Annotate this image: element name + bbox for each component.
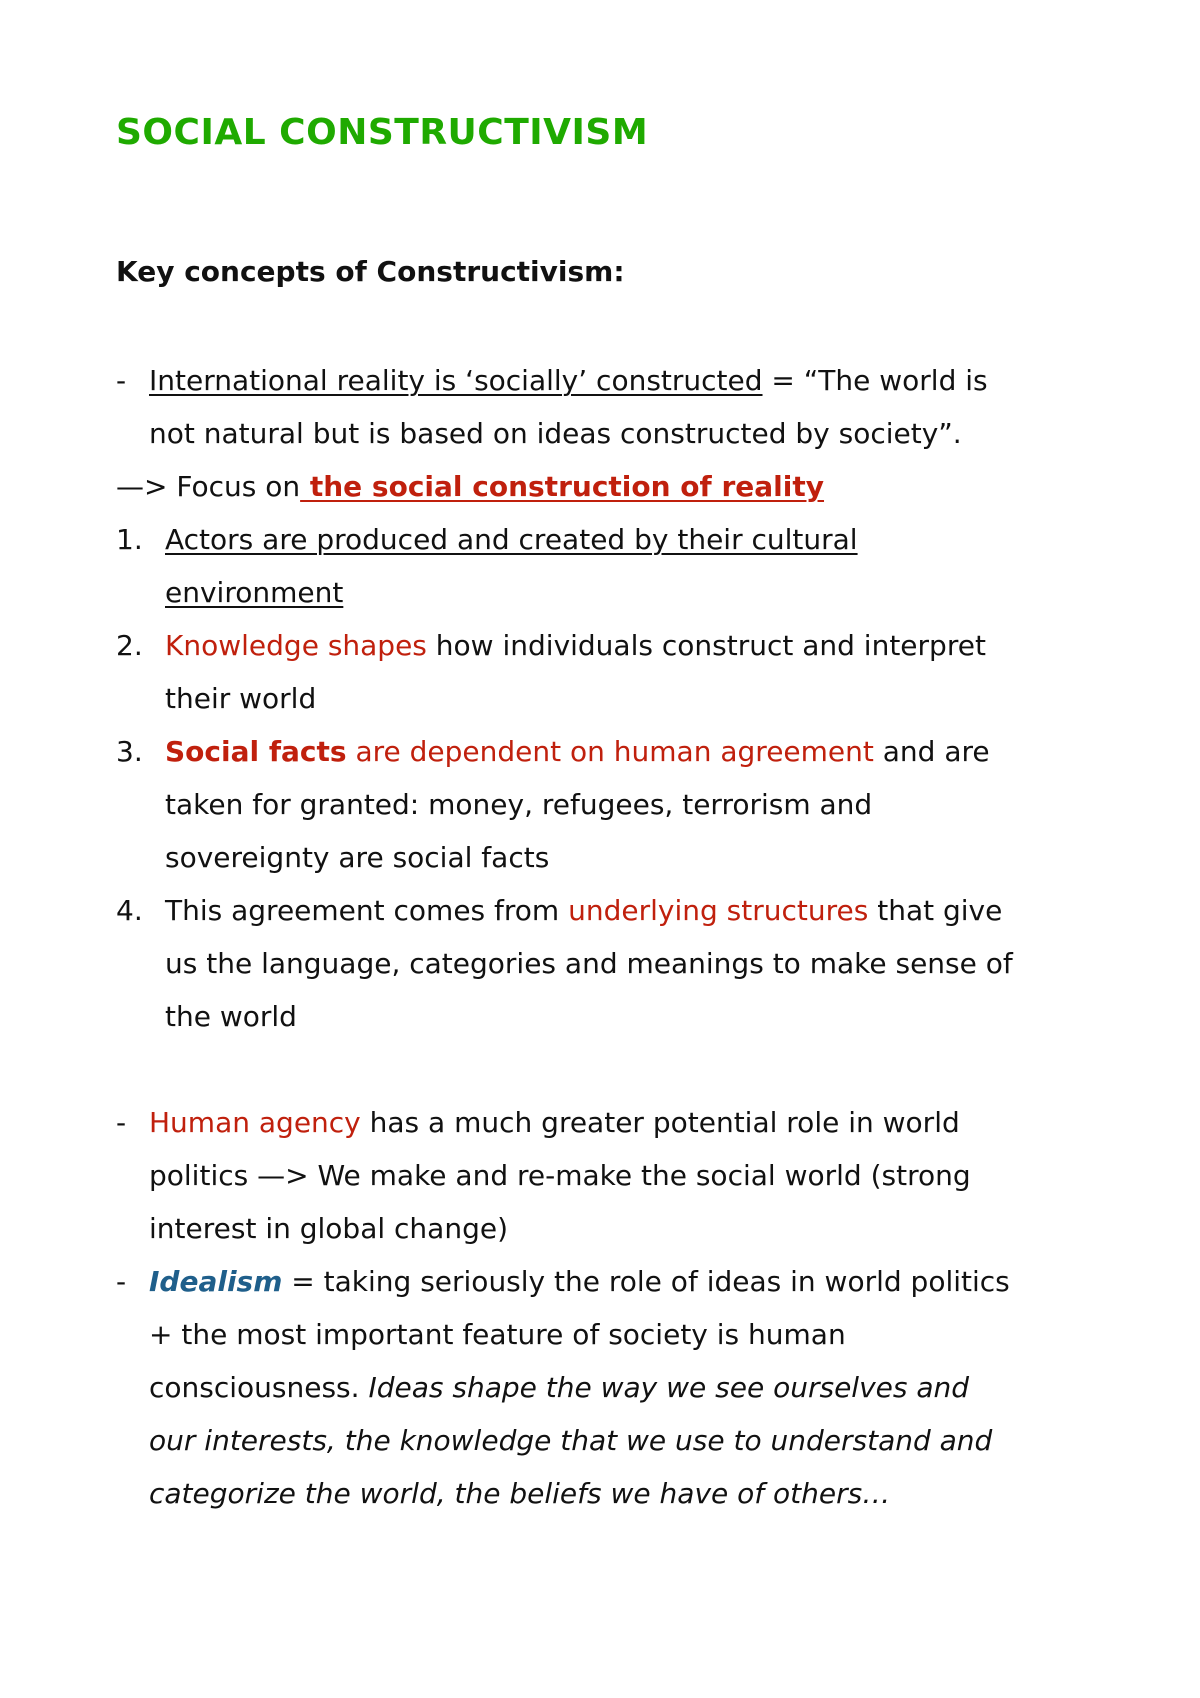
list-number: 3. [116, 735, 143, 768]
bullet-idealism [149, 1265, 1010, 1299]
text-span: —> Focus on [116, 470, 301, 503]
list-item-line [165, 735, 990, 769]
bullet-human-agency [149, 1106, 960, 1140]
list-item-line [165, 576, 343, 610]
underlined-text: International reality is ‘socially’ constructed [149, 364, 763, 397]
list-item-line: their world [165, 682, 317, 715]
list-number: 4. [116, 894, 143, 927]
text-span: that give [868, 894, 1003, 927]
list-number: 2. [116, 629, 143, 662]
paragraph-line: not natural but is based on ideas constructed by society”. [149, 417, 962, 450]
document-title: SOCIAL CONSTRUCTIVISM [116, 112, 649, 153]
text-span: how individuals construct and interpret [426, 629, 986, 662]
bullet-international-reality [149, 364, 988, 398]
paragraph-line: categorize the world, the beliefs we have of others… [149, 1477, 891, 1510]
highlighted-text: the social construction of reality [300, 470, 825, 503]
emphasis-bold-text: Social facts [165, 735, 347, 768]
text-span: = taking seriously the role of ideas in world politics [282, 1265, 1010, 1298]
list-item-line [165, 629, 986, 663]
emphasis-text: are dependent on human agreement [346, 735, 874, 768]
paragraph-line: interest in global change) [149, 1212, 509, 1245]
list-item-line: sovereignty are social facts [165, 841, 550, 874]
text-span: has a much greater potential role in world [360, 1106, 960, 1139]
list-item-line [165, 894, 1002, 928]
paragraph-line [149, 1371, 969, 1405]
bullet-dash: - [116, 364, 127, 397]
text-span: and are [873, 735, 990, 768]
underlined-text: environment [165, 576, 344, 609]
section-heading: Key concepts of Constructivism: [116, 255, 625, 288]
emphasis-text: underlying structures [568, 894, 869, 927]
emphasis-text: Knowledge shapes [165, 629, 427, 662]
text-span: = “The world is [762, 364, 988, 397]
paragraph-line: our interests, the knowledge that we use to understand and [149, 1424, 993, 1457]
text-span: consciousness. [149, 1371, 369, 1404]
bullet-dash: - [116, 1265, 127, 1298]
paragraph-line: politics —> We make and re-make the social world (strong [149, 1159, 971, 1192]
italic-text: Ideas shape the way we see ourselves and [368, 1371, 970, 1404]
underlined-text: Actors are produced and created by their cultural [165, 523, 858, 556]
list-number: 1. [116, 523, 143, 556]
list-item-line: us the language, categories and meanings to make sense of [165, 947, 1013, 980]
emphasis-text: Human agency [149, 1106, 361, 1139]
text-span: This agreement comes from [165, 894, 569, 927]
bullet-dash: - [116, 1106, 127, 1139]
focus-line [116, 470, 824, 504]
list-item-line: the world [165, 1000, 297, 1033]
list-item-line: taken for granted: money, refugees, terrorism and [165, 788, 873, 821]
idealism-term: Idealism [149, 1265, 283, 1298]
paragraph-line: + the most important feature of society is human [149, 1318, 846, 1351]
list-item-line [165, 523, 858, 557]
